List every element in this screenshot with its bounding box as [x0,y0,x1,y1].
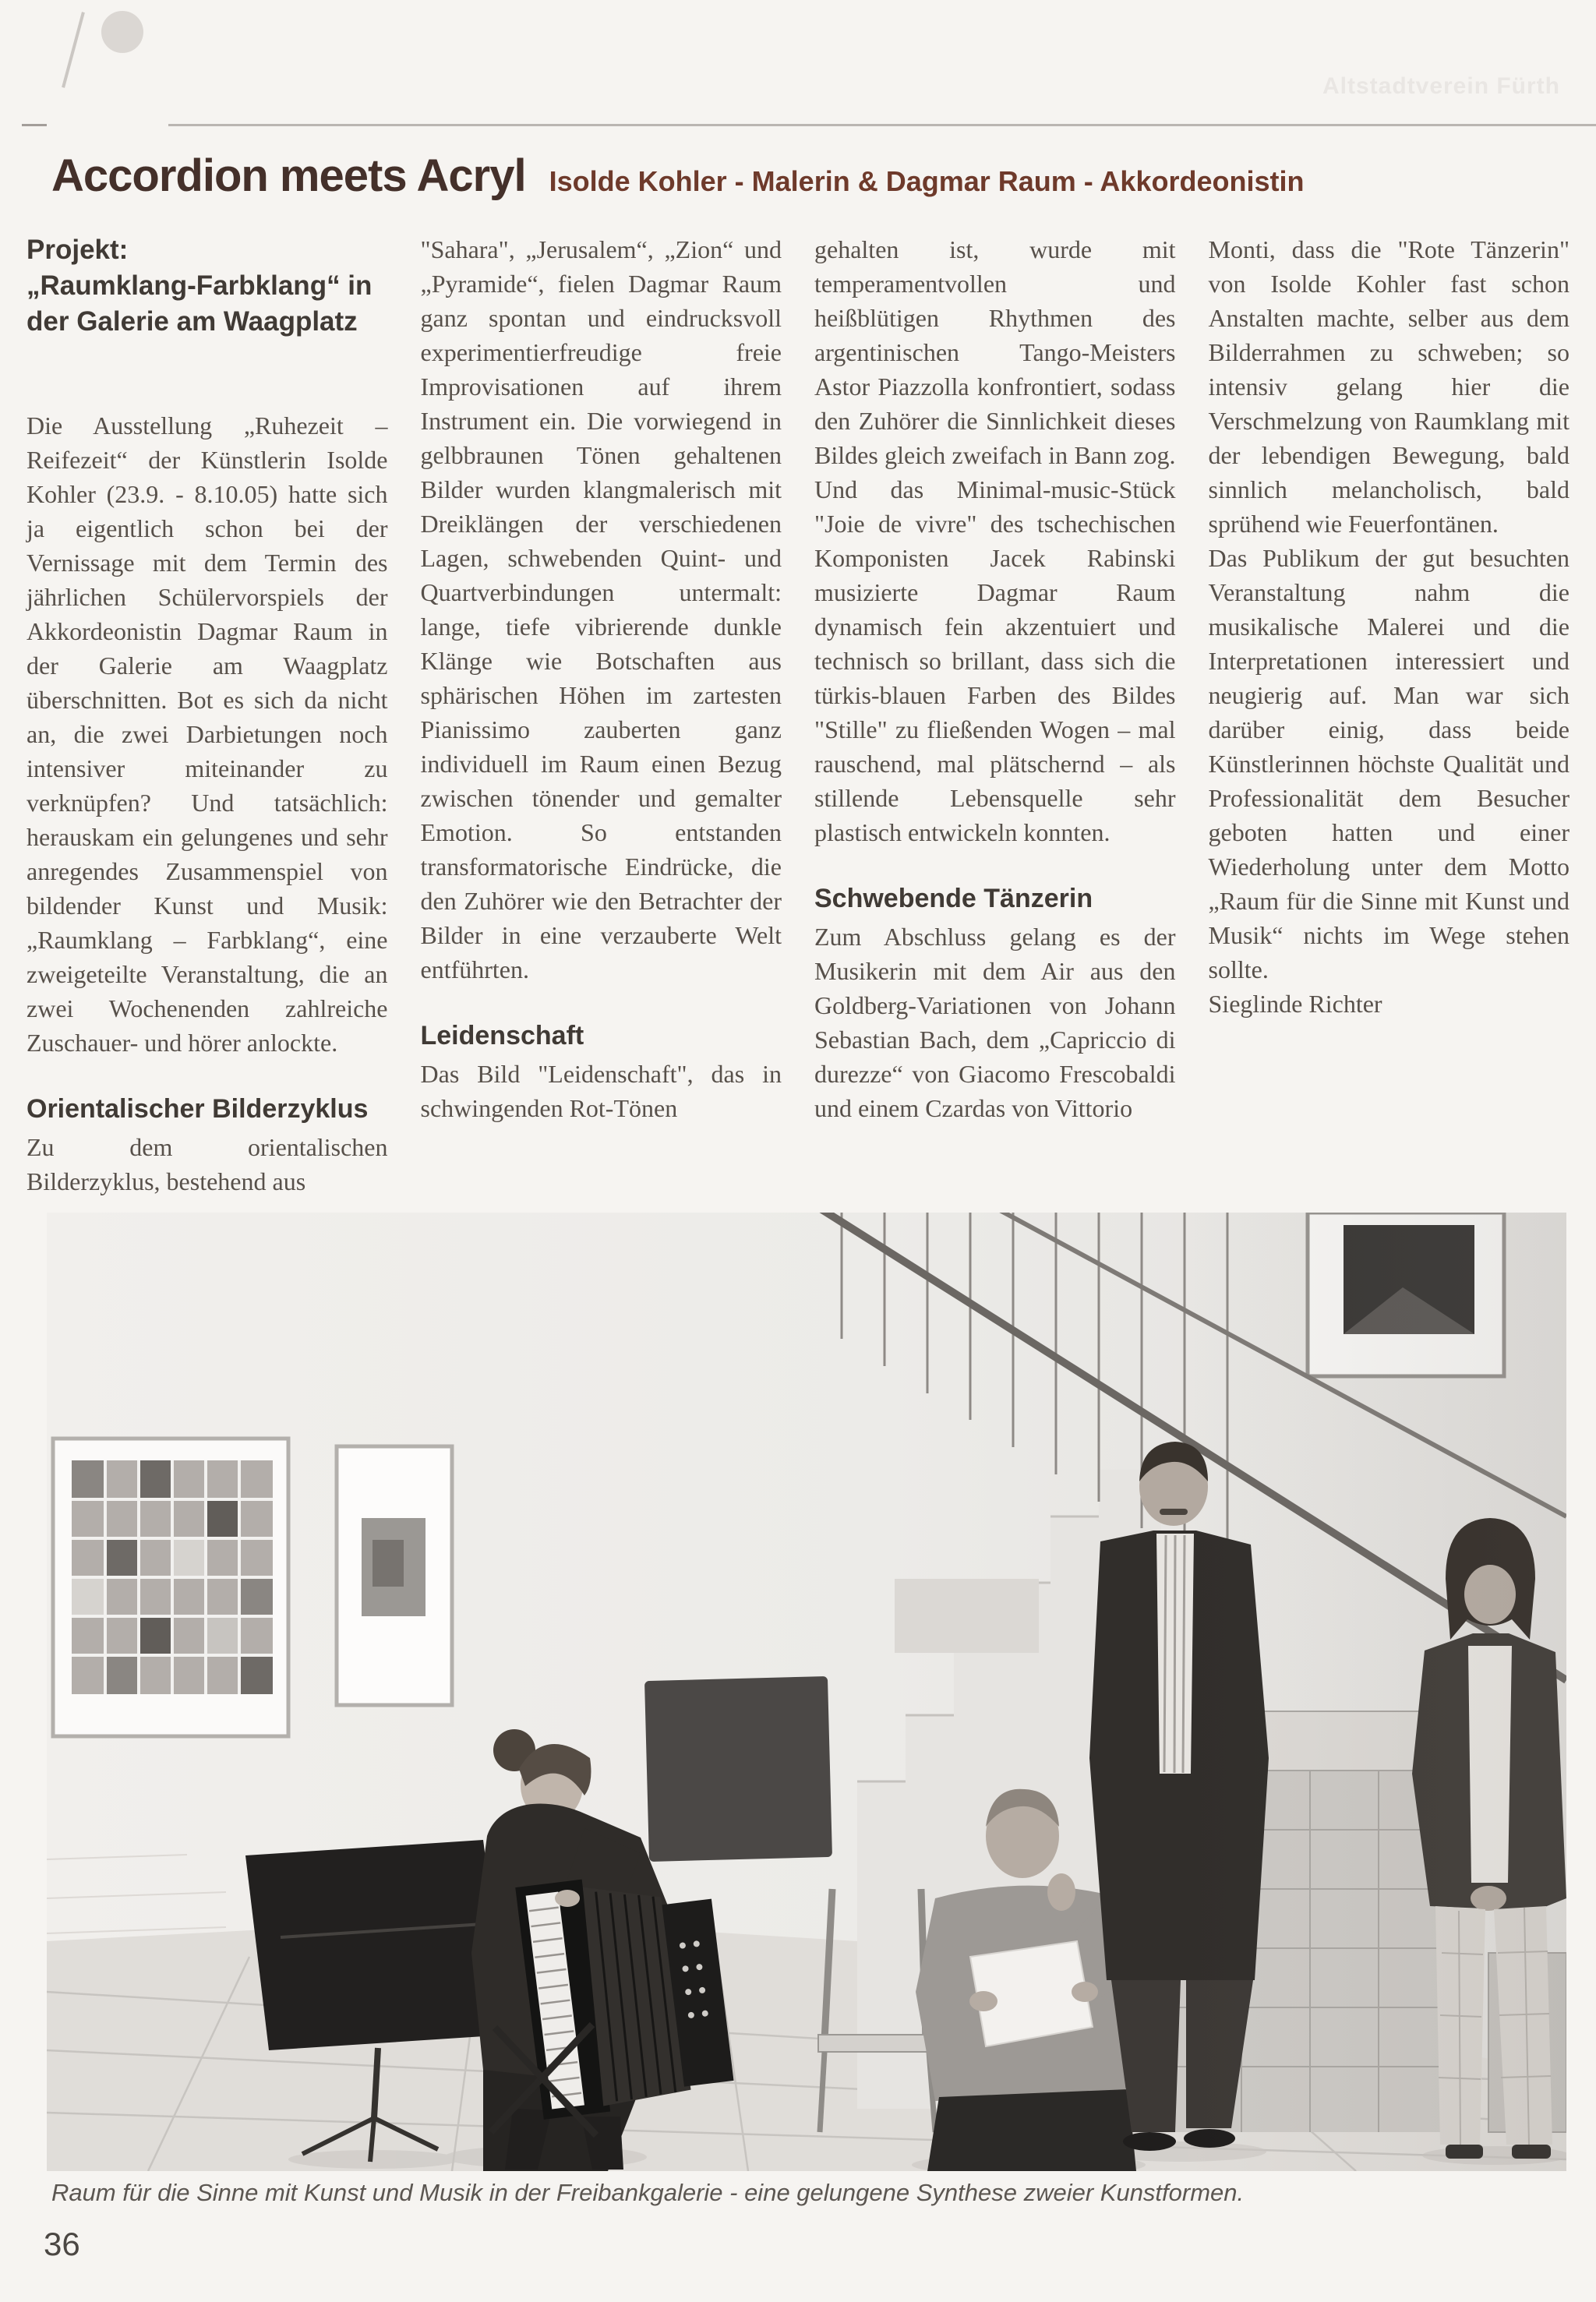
paragraph: Das Bild "Leidenschaft", das in schwingenden Rot-Tönen [420,1060,782,1122]
article-columns [26,232,1570,1199]
column-3 [814,232,1176,1199]
photo-caption: Raum für die Sinne mit Kunst und Musik in der Freibankgalerie - eine gelungene Synthese zweier Kunstformen. [51,2179,1245,2206]
photo-vignette [47,1213,1566,2171]
header-brand: Altstadtverein Fürth [1322,73,1560,99]
paragraph: Zu dem orientalischen Bilderzyklus, bestehend aus [26,1133,388,1195]
article-titlebar [51,150,1573,202]
paragraph: Monti, dass die "Rote Tänzerin" von Isolde Kohler fast schon Anstalten machte, selber aus dem Bilderrahmen zu schweben; so intensiv gelang hier die Verschmelzung von Raumklang mit der lebendigen Bewegung, bald sinnlich melancholisch, bald sprühend wie Feuerfontänen. [1208,235,1570,538]
article-photo [47,1213,1566,2171]
subheading-leidenschaft: Leidenschaft [420,1021,584,1050]
article-title: Accordion meets Acryl [51,150,526,201]
publisher-logo-icon [101,11,143,53]
page-number: 36 [44,2226,80,2262]
paragraph: Die Ausstellung „Ruhezeit – Reifezeit“ der Künstlerin Isolde Kohler (23.9. - 8.10.05) hatte sich ja eigentlich schon bei der Vernissage mit dem Termin des jährlichen Schülervorspiels der Akkordeonistin Dagmar Raum in der Galerie am Waagplatz überschnitten. Bot es sich da nicht an, die zwei Darbietungen noch intensiver miteinander zu verknüpfen? Und tatsächlich: herauskam ein gelungenes und sehr anregendes Zusammenspiel von bildender Kunst und Musik: „Raumklang – Farbklang“, eine zweigeteilte Veranstaltung, die an zwei Wochenenden zahlreiche Zuschauer- und hörer anlockte. [26,411,388,1057]
project-heading-line1: Projekt: [26,235,129,265]
project-heading [26,232,388,340]
column-1 [26,232,388,1199]
header-rule-left [22,124,47,126]
publisher-logo-slash-icon [62,12,85,88]
paragraph: Zum Abschluss gelang es der Musikerin mit dem Air aus den Goldberg-Variationen von Johann Sebastian Bach, dem „Capriccio di durezze“ von Giacomo Frescobaldi und einem Czardas von Vittorio [814,923,1176,1122]
column-2 [421,232,782,1199]
photo-illustration [47,1213,1566,2171]
column-4 [1209,232,1570,1199]
project-heading-line2: „Raumklang-Farbklang“ in der Galerie am Waagplatz [26,270,373,337]
author-signature: Sieglinde Richter [1208,990,1382,1018]
subheading-orientalischer-bilderzyklus: Orientalischer Bilderzyklus [26,1094,369,1124]
paragraph: Das Publikum der gut besuchten Veranstaltung nahm die musikalische Malerei und die Interpretationen interessiert und neugierig auf. Man war sich darüber einig, dass beide Künstlerinnen höchste Qualität und Professionalität dem Besucher geboten hatten und einer Wiederholung unter dem Motto „Raum für die Sinne mit Kunst und Musik“ nichts im Wege stehen sollte. [1208,544,1570,983]
paragraph: gehalten ist, wurde mit temperamentvollen und heißblütigen Rhythmen des argentinischen Tango-Meisters Astor Piazzolla konfrontiert, sodass den Zuhörer die Sinnlichkeit dieses Bildes gleich zweifach in Bann zog. Und das Minimal-music-Stück "Joie de vivre" des tschechischen Komponisten Jacek Rabinski musizierte Dagmar Raum dynamisch fein akzentuiert und technisch so brillant, dass sich die türkis-blauen Farben des Bildes "Stille" zu fließenden Wogen – mal rauschend, mal plätschernd – als stillende Lebensquelle sehr plastisch entwickeln konnten. [814,235,1176,846]
subheading-schwebende-taenzerin: Schwebende Tänzerin [814,884,1093,913]
article-subtitle: Isolde Kohler - Malerin & Dagmar Raum - Akkordeonistin [549,165,1305,197]
paragraph: "Sahara", „Jerusalem“, „Zion“ und „Pyramide“, fielen Dagmar Raum ganz spontan und eindrucksvoll experimentierfreudige freie Improvisationen auf ihrem Instrument ein. Die vorwiegend in gelbbraunen Tönen gehaltenen Bilder wurden klangmalerisch mit Dreiklängen der verschiedenen Lagen, schwebenden Quint- und Quartverbindungen untermalt: lange, tiefe vibrierende dunkle Klänge wie Botschaften aus sphärischen Höhen im zartesten Pianissimo zauberten ganz individuell im Raum einen Bezug zwischen tönender und gemalter Emotion. So entstanden transformatorische Eindrücke, die den Zuhörer wie den Betrachter der Bilder in eine verzauberte Welt entführten. [420,235,782,983]
header-rule [168,124,1596,126]
